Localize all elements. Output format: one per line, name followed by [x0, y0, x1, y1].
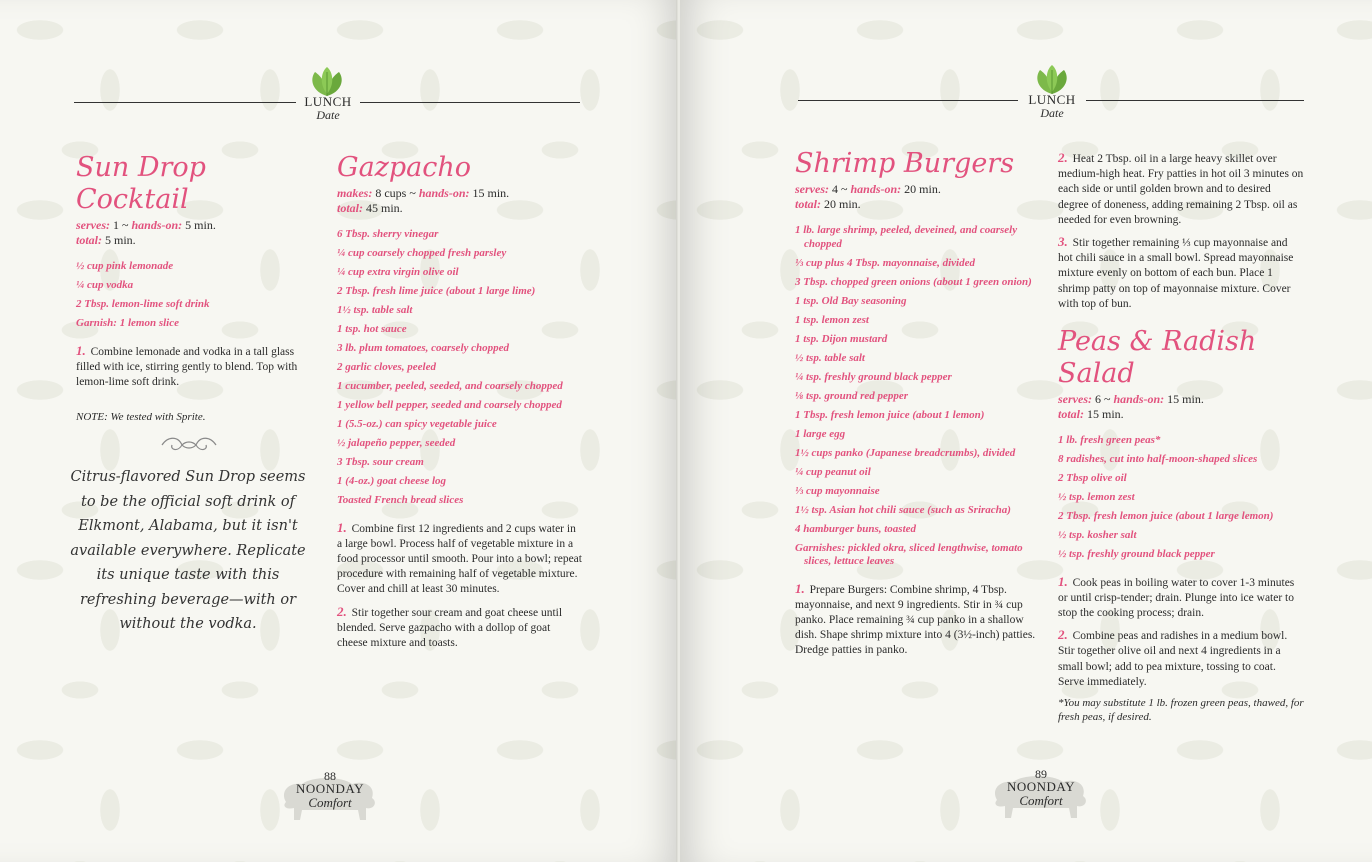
recipe-note: *You may substitute 1 lb. frozen green peas, thawed, for fresh peas, if desired. — [1058, 696, 1304, 723]
meta-value: 4 ~ — [828, 182, 851, 196]
header-date-label: Date — [316, 108, 340, 122]
meta-key: hands-on: — [1113, 392, 1165, 406]
ingredient: 2 Tbsp. fresh lemon juice (about 1 large lemon) — [1058, 510, 1274, 522]
ingredient: ¼ cup extra virgin olive oil — [337, 266, 459, 278]
step-text: Stir together remaining ⅓ cup mayonnaise and hot chili sauce in a small bowl. Spread mayonnaise mixture evenly on bottom of each bun. Place 1 shrimp patty on top of mayonnaise mixture. Cover with top of bun. — [1058, 237, 1294, 310]
meta-value: 20 min. — [901, 182, 941, 196]
meta-value: 15 min. — [469, 186, 510, 200]
ingredient: ¼ tsp. freshly ground black pepper — [795, 370, 952, 383]
recipe-meta — [1058, 392, 1304, 407]
meta-key: hands-on: — [418, 186, 470, 200]
ingredient: 2 Tbsp. fresh lime juice (about 1 large lime) — [337, 285, 536, 297]
recipe-sun-drop-cocktail — [76, 152, 321, 424]
ingredient: 1½ tsp. Asian hot chili sauce (such as Sriracha) — [795, 503, 1011, 516]
ingredient: 1½ tsp. table salt — [337, 304, 413, 316]
ingredient: ⅓ cup mayonnaise — [795, 484, 880, 497]
step-text: Heat 2 Tbsp. oil in a large heavy skillet over medium-high heat. Fry patties in hot oil 3 minutes on each side or until golden brown and to desired degree of doneness, adding remaining 2 Tbsp. oil as needed for even browning. — [1058, 153, 1304, 226]
meta-value: 15 min. — [1084, 407, 1124, 421]
ingredient: 1 yellow bell pepper, seeded and coarsely chopped — [337, 399, 562, 411]
ingredient: 6 Tbsp. sherry vinegar — [337, 228, 439, 240]
recipe-step — [795, 581, 1040, 659]
meta-value: 5 min. — [182, 218, 216, 232]
ingredient: 3 lb. plum tomatoes, coarsely chopped — [337, 342, 510, 354]
ingredient: 2 Tbsp. lemon-lime soft drink — [76, 298, 210, 310]
step-number: 3. — [1058, 234, 1068, 250]
ingredient: 1 (4-oz.) goat cheese log — [337, 475, 447, 487]
ingredient: 1 large egg — [795, 427, 846, 440]
recipe-step — [337, 520, 582, 598]
recipe-shrimp-burgers — [795, 148, 1040, 665]
recipe-title: Gazpacho — [337, 152, 472, 183]
footer-title: NOONDAY — [295, 781, 365, 796]
step-number: 1. — [337, 519, 347, 535]
header-rule-left — [74, 102, 296, 103]
header-lunch-label: LUNCH — [304, 94, 352, 109]
ingredient-list — [1058, 434, 1304, 562]
step-number: 2. — [1058, 627, 1068, 643]
ingredient: ⅓ cup plus 4 Tbsp. mayonnaise, divided — [795, 256, 975, 269]
meta-value: 45 min. — [363, 201, 403, 215]
ingredient: ¼ cup peanut oil — [795, 465, 871, 478]
ingredient: 2 Tbsp olive oil — [1058, 472, 1127, 484]
left-page — [0, 0, 680, 862]
ingredient: ½ tsp. lemon zest — [1058, 491, 1135, 503]
recipe-gazpacho — [337, 152, 582, 657]
page-number: 88 — [324, 769, 336, 783]
recipe-meta — [337, 201, 582, 216]
header-rule-left — [798, 100, 1018, 101]
recipe-meta — [337, 186, 582, 201]
recipe-meta — [1058, 407, 1304, 422]
ingredient: 1 Tbsp. fresh lemon juice (about 1 lemon) — [795, 408, 985, 421]
step-text: Cook peas in boiling water to cover 1-3 minutes or until crisp-tender; drain. Plunge into ice water to stop the cooking process; drain. — [1058, 576, 1295, 619]
page-footer — [981, 768, 1101, 808]
recipe-step — [1058, 574, 1304, 622]
page-header — [680, 64, 1372, 124]
ingredient: 3 Tbsp. sour cream — [337, 456, 424, 468]
ingredient: 3 Tbsp. chopped green onions (about 1 green onion) — [795, 275, 1032, 288]
meta-key: hands-on: — [850, 182, 902, 196]
recipe-note: NOTE: We tested with Sprite. — [76, 411, 206, 424]
meta-value: 1 ~ — [109, 218, 132, 232]
step-number: 1. — [1058, 573, 1068, 589]
ingredient: Garnish: 1 lemon slice — [76, 317, 179, 329]
ingredient: 1½ cups panko (Japanese breadcrumbs), divided — [795, 446, 1016, 459]
step-number: 2. — [337, 603, 347, 619]
flourish-ornament-icon — [158, 434, 220, 456]
ingredient: ½ tsp. freshly ground black pepper — [1058, 548, 1215, 560]
recipe-step — [76, 343, 321, 391]
ingredient: 1 cucumber, peeled, seeded, and coarsely chopped — [337, 380, 563, 392]
ingredient: 1 lb. fresh green peas* — [1058, 434, 1161, 446]
meta-value: 6 ~ — [1091, 392, 1114, 406]
ingredient: ½ jalapeño pepper, seeded — [337, 437, 456, 449]
step-text: Combine peas and radishes in a medium bowl. Stir together olive oil and next 4 ingredients in a small bowl; add to pea mixture, tossing to coat. Serve immediately. — [1058, 630, 1288, 688]
ingredient: ½ cup pink lemonade — [76, 260, 174, 272]
meta-key: total: — [76, 233, 102, 247]
ingredient: 1 tsp. Old Bay seasoning — [795, 294, 907, 307]
ingredient: 1 (5.5-oz.) can spicy vegetable juice — [337, 418, 497, 430]
meta-key: total: — [337, 201, 363, 215]
step-text: Combine lemonade and vodka in a tall glass filled with ice, stirring gently to blend. Top with lemon-lime soft drink. — [76, 345, 298, 388]
meta-key: serves: — [795, 182, 829, 196]
ingredient: 8 radishes, cut into half-moon-shaped slices — [1058, 453, 1258, 465]
ingredient: 1 lb. large shrimp, peeled, deveined, and coarsely chopped — [795, 224, 1018, 250]
ingredient-list — [795, 224, 1040, 569]
ingredient-list — [76, 260, 321, 331]
ingredient: ½ tsp. kosher salt — [1058, 529, 1137, 541]
meta-value: 5 min. — [102, 233, 136, 247]
page-header — [0, 66, 680, 126]
header-rule-right — [1086, 100, 1304, 101]
recipe-title: Peas & Radish Salad — [1058, 326, 1257, 389]
page-footer — [270, 770, 390, 810]
recipe-meta — [76, 233, 321, 248]
step-text: Stir together sour cream and goat cheese until blended. Serve gazpacho with a dollop of goat cheese mixture and toasts. — [337, 606, 563, 649]
meta-key: total: — [795, 197, 821, 211]
recipe-step — [1058, 627, 1304, 690]
header-rule-right — [360, 102, 580, 103]
ingredient-list — [337, 228, 582, 508]
ingredient: Toasted French bread slices — [337, 494, 464, 506]
recipe-title: Sun Drop Cocktail — [76, 152, 206, 215]
recipe-step — [337, 604, 582, 652]
recipe-meta — [76, 218, 321, 233]
header-lunch-label: LUNCH — [1028, 92, 1076, 107]
ingredient: ⅛ tsp. ground red pepper — [795, 389, 909, 402]
meta-value: 20 min. — [821, 197, 861, 211]
ingredient: ½ tsp. table salt — [795, 351, 865, 364]
meta-key: serves: — [1058, 392, 1092, 406]
step-number: 2. — [1058, 150, 1068, 165]
recipe-meta — [795, 197, 1040, 212]
step-text: Prepare Burgers: Combine shrimp, 4 Tbsp. mayonnaise, and next 9 ingredients. Stir in ¾ cup panko. Place remaining ¾ cup panko in a shallow dish. Shape shrimp mixture into 4 (3½-inch) patties. Dredge patties in panko. — [795, 583, 1036, 657]
page-number: 89 — [1035, 767, 1047, 781]
right-page — [680, 0, 1372, 862]
recipe-step — [1058, 234, 1304, 312]
recipe-step — [1058, 150, 1304, 228]
step-number: 1. — [795, 580, 805, 596]
recipe-shrimp-burgers-continued — [1058, 150, 1304, 318]
ingredient: 2 garlic cloves, peeled — [337, 361, 436, 373]
ingredient: 1 tsp. Dijon mustard — [795, 332, 888, 345]
ingredient: 1 tsp. hot sauce — [337, 323, 407, 335]
step-text: Combine first 12 ingredients and 2 cups water in a large bowl. Process half of vegetable mixture in a food processor until smooth. Pour into a bowl; repeat procedure with remaining half of vegetable mixture. Cover and chill at least 30 minutes. — [337, 522, 582, 596]
meta-key: serves: — [76, 218, 110, 232]
meta-key: total: — [1058, 407, 1084, 421]
ingredient: Garnishes: pickled okra, sliced lengthwise, tomato slices, lettuce leaves — [795, 541, 1023, 567]
header-date-label: Date — [1040, 106, 1064, 120]
step-number: 1. — [76, 342, 86, 358]
footer-title: NOONDAY — [1006, 779, 1076, 794]
recipe-meta — [795, 182, 1040, 197]
meta-value: 8 cups ~ — [372, 186, 419, 200]
meta-value: 15 min. — [1164, 392, 1204, 406]
footer-subtitle: Comfort — [308, 795, 352, 810]
ingredient: ¼ cup coarsely chopped fresh parsley — [337, 247, 507, 259]
ingredient: 1 tsp. lemon zest — [795, 313, 869, 326]
meta-key: hands-on: — [131, 218, 183, 232]
recipe-title: Shrimp Burgers — [795, 148, 1015, 179]
meta-key: makes: — [337, 186, 373, 200]
ingredient: 4 hamburger buns, toasted — [795, 522, 917, 535]
ingredient: ¼ cup vodka — [76, 279, 134, 291]
sidebar-quote: Citrus-flavored Sun Drop seems to be the official soft drink of Elkmont, Alabama, but it isn't available everywhere. Replicate its unique taste with this refreshing beverage—with or without the vodka. — [70, 469, 306, 632]
footer-subtitle: Comfort — [1019, 793, 1063, 808]
recipe-peas-radish-salad — [1058, 326, 1304, 724]
